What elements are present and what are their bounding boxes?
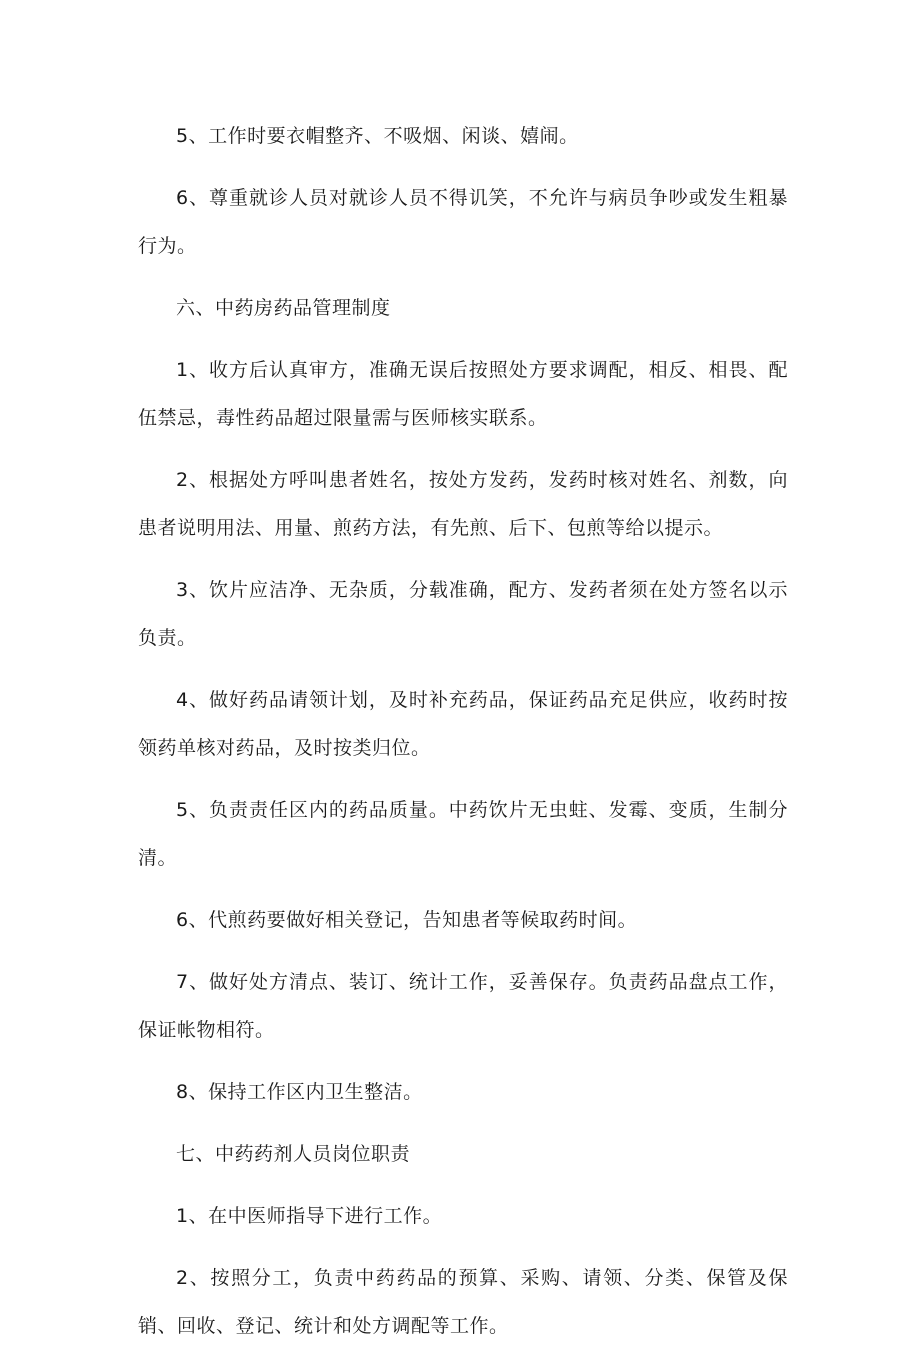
paragraph-item-8: 8、保持工作区内卫生整洁。 [176, 1081, 423, 1103]
paragraph-item-2: 2、根据处方呼叫患者姓名，按处方发药，发药时核对姓名、剂数，向患者说明用法、用量、煎药方法，有先煎、后下、包煎等给以提示。 [138, 469, 788, 539]
paragraph-duty-2: 2、按照分工，负责中药药品的预算、采购、请领、分类、保管及保销、回收、登记、统计和处方调配等工作。 [138, 1267, 788, 1337]
paragraph-item-1: 1、收方后认真审方，准确无误后按照处方要求调配，相反、相畏、配伍禁忌，毒性药品超过限量需与医师核实联系。 [138, 359, 788, 429]
paragraph-item-7: 7、做好处方清点、装订、统计工作，妥善保存。负责药品盘点工作，保证帐物相符。 [138, 971, 788, 1041]
paragraph-item-4: 4、做好药品请领计划，及时补充药品，保证药品充足供应，收药时按领药单核对药品，及时按类归位。 [138, 689, 788, 759]
paragraph-rule-5: 5、工作时要衣帽整齐、不吸烟、闲谈、嬉闹。 [176, 125, 579, 147]
paragraph-item-6: 6、代煎药要做好相关登记，告知患者等候取药时间。 [176, 909, 638, 931]
document-body [138, 112, 788, 1364]
section-heading-6: 六、中药房药品管理制度 [176, 297, 391, 319]
paragraph-duty-1: 1、在中医师指导下进行工作。 [176, 1205, 443, 1227]
paragraph-item-3: 3、饮片应洁净、无杂质，分载准确，配方、发药者须在处方签名以示负责。 [138, 579, 788, 649]
paragraph-rule-6: 6、尊重就诊人员对就诊人员不得讥笑，不允许与病员争吵或发生粗暴行为。 [138, 187, 788, 257]
paragraph-item-5: 5、负责责任区内的药品质量。中药饮片无虫蛀、发霉、变质，生制分清。 [138, 799, 788, 869]
section-heading-7: 七、中药药剂人员岗位职责 [176, 1143, 411, 1165]
